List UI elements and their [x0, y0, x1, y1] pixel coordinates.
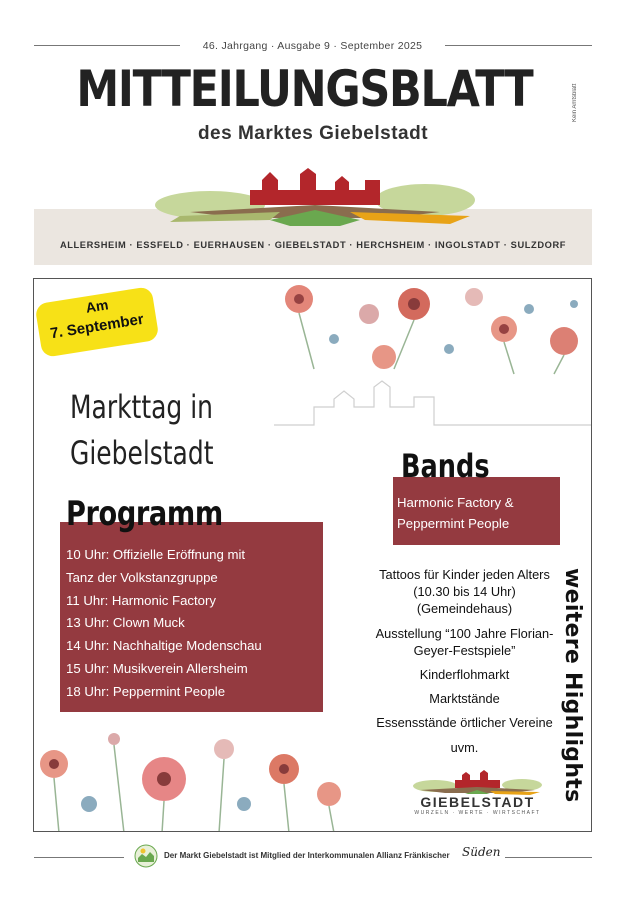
logo-tagline: WURZELN · WERTE · WIRTSCHAFT [414, 810, 541, 816]
program-list [66, 544, 326, 704]
poster-title-line-2: Giebelstadt [70, 434, 214, 472]
village-list: ALLERSHEIM · ESSFELD · EUERHAUSEN · GIEBELSTADT · HERCHSHEIM · INGOLSTADT · SULZDORF [59, 240, 567, 250]
highlights-list [372, 566, 557, 763]
program-item: 15 Uhr: Musikverein Allersheim [66, 660, 248, 676]
poster-title-line-1: Markttag in [70, 388, 213, 426]
badge-line-1: Am [84, 296, 110, 316]
footer-text: Der Markt Giebelstadt ist Mitglied der Interkommunalen Allianz Fränkischer [164, 851, 450, 860]
issue-info: 46. Jahrgang · Ausgabe 9 · September 2025 [180, 38, 445, 54]
alliance-logo-icon [134, 844, 158, 868]
masthead-subtitle: des Marktes Giebelstadt [197, 123, 429, 144]
side-note: Kein Amtsblatt [572, 83, 578, 122]
highlight-item: Marktstände [429, 691, 500, 707]
program-item: 18 Uhr: Peppermint People [66, 683, 226, 699]
footer-rule-right [505, 857, 592, 858]
program-item: 10 Uhr: Offizielle Eröffnung mit [66, 547, 246, 562]
top-flower-decoration [274, 279, 592, 375]
poster-title [70, 384, 257, 476]
bands-line: Peppermint People [397, 516, 510, 531]
bands-line: Harmonic Factory & [397, 495, 514, 510]
footer-rule-left [34, 857, 124, 858]
highlight-item: Kinderflohmarkt [419, 667, 510, 683]
badge-line-2: 7. September [49, 310, 145, 343]
bands-list [397, 492, 559, 534]
masthead-title: MITTEILUNGSBLATT [76, 60, 533, 118]
highlights-heading: weitere Highlights [560, 568, 585, 803]
highlight-item: Ausstellung “100 Jahre Florian-Geyer-Festspiele” [375, 625, 554, 658]
town-silhouette-sketch [274, 377, 592, 427]
logo-wordmark: GIEBELSTADT [420, 794, 535, 810]
program-heading: Programm [66, 494, 223, 534]
bands-heading: Bands [401, 447, 490, 485]
highlight-item: Tattoos für Kinder jeden Alters (10.30 bis 14 Uhr) (Gemeindehaus) [379, 567, 550, 617]
town-skyline-logo [150, 160, 480, 230]
highlight-item: Essensstände örtlicher Vereine [376, 715, 553, 731]
bottom-flower-decoration [34, 709, 354, 832]
footer-script: Süden [462, 845, 501, 859]
highlight-item: uvm. [450, 739, 479, 755]
program-item: 11 Uhr: Harmonic Factory [66, 592, 216, 608]
program-item: 13 Uhr: Clown Muck [66, 615, 185, 631]
program-item: 14 Uhr: Nachhaltige Modenschau [66, 638, 262, 654]
program-item: Tanz der Volkstanzgruppe [66, 569, 218, 585]
